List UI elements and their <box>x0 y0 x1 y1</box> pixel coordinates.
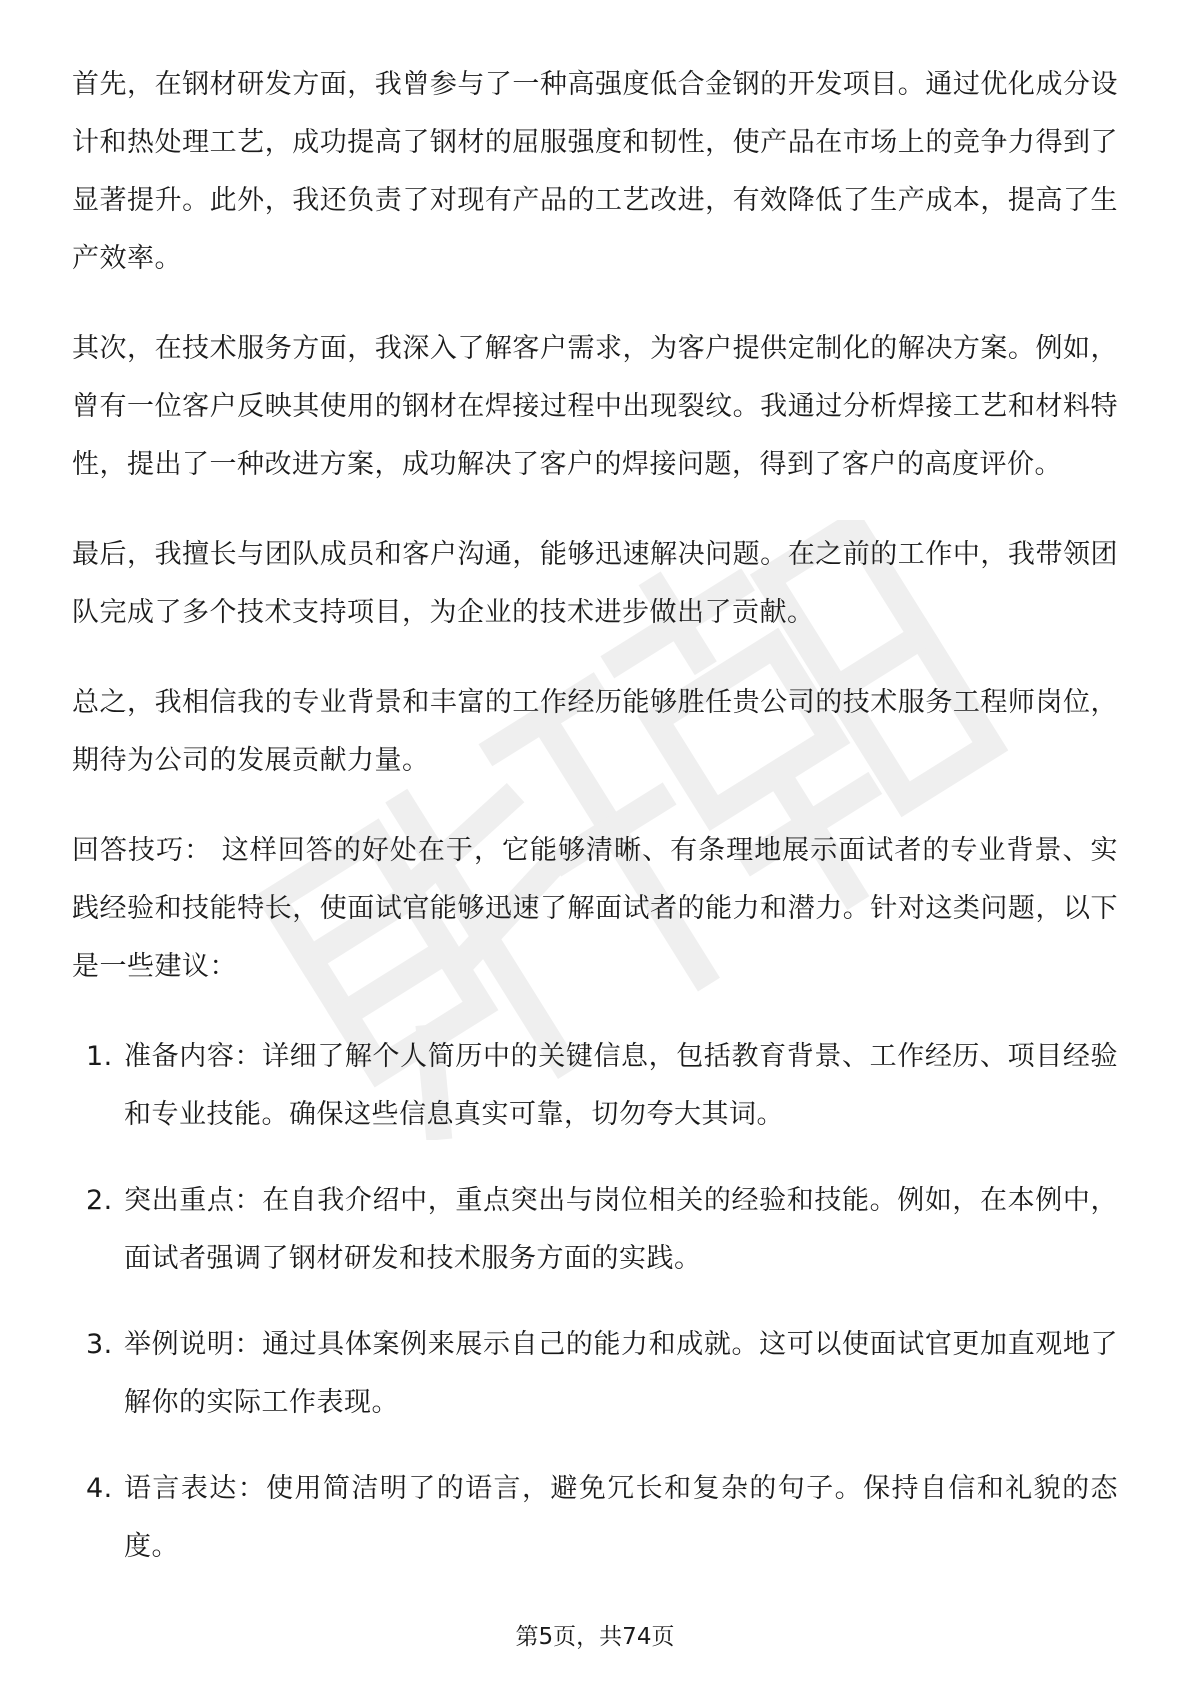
page-number-footer: 第5页，共74页 <box>515 1624 675 1650</box>
paragraph-conclusion: 总之，我相信我的专业背景和丰富的工作经历能够胜任贵公司的技术服务工程师岗位，期待为公司的发展贡献力量。 <box>72 687 1118 776</box>
list-item-number: 1. <box>86 1041 113 1072</box>
list-item-text: 准备内容：详细了解个人简历中的关键信息，包括教育背景、工作经历、项目经验和专业技能。确保这些信息真实可靠，切勿夸大其词。 <box>124 1041 1118 1130</box>
paragraph-answer-tips: 回答技巧： 这样回答的好处在于，它能够清晰、有条理地展示面试者的专业背景、实践经验和技能特长，使面试官能够迅速了解面试者的能力和潜力。针对这类问题，以下是一些建议： <box>72 835 1118 982</box>
list-item <box>72 1172 1118 1288</box>
list-item-number: 2. <box>86 1185 113 1216</box>
list-item-text: 突出重点：在自我介绍中，重点突出与岗位相关的经验和技能。例如，在本例中，面试者强调了钢材研发和技术服务方面的实践。 <box>124 1185 1118 1274</box>
list-item <box>72 1028 1118 1144</box>
list-item-text: 语言表达：使用简洁明了的语言，避免冗长和复杂的句子。保持自信和礼貌的态度。 <box>124 1473 1118 1562</box>
list-item-number: 3. <box>86 1329 113 1360</box>
document-body <box>72 56 1118 1604</box>
list-item <box>72 1316 1118 1432</box>
tips-list <box>72 1028 1118 1576</box>
list-item-text: 举例说明：通过具体案例来展示自己的能力和成就。这可以使面试官更加直观地了解你的实际工作表现。 <box>124 1329 1118 1418</box>
list-item <box>72 1460 1118 1576</box>
paragraph-technical-service: 其次，在技术服务方面，我深入了解客户需求，为客户提供定制化的解决方案。例如，曾有一位客户反映其使用的钢材在焊接过程中出现裂纹。我通过分析焊接工艺和材料特性，提出了一种改进方案，成功解决了客户的焊接问题，得到了客户的高度评价。 <box>72 333 1118 480</box>
list-item-number: 4. <box>86 1473 113 1504</box>
paragraph-communication: 最后，我擅长与团队成员和客户沟通，能够迅速解决问题。在之前的工作中，我带领团队完成了多个技术支持项目，为企业的技术进步做出了贡献。 <box>72 539 1118 628</box>
paragraph-steel-rd: 首先，在钢材研发方面，我曾参与了一种高强度低合金钢的开发项目。通过优化成分设计和热处理工艺，成功提高了钢材的屈服强度和韧性，使产品在市场上的竞争力得到了显著提升。此外，我还负责了对现有产品的工艺改进，有效降低了生产成本，提高了生产效率。 <box>72 69 1118 274</box>
